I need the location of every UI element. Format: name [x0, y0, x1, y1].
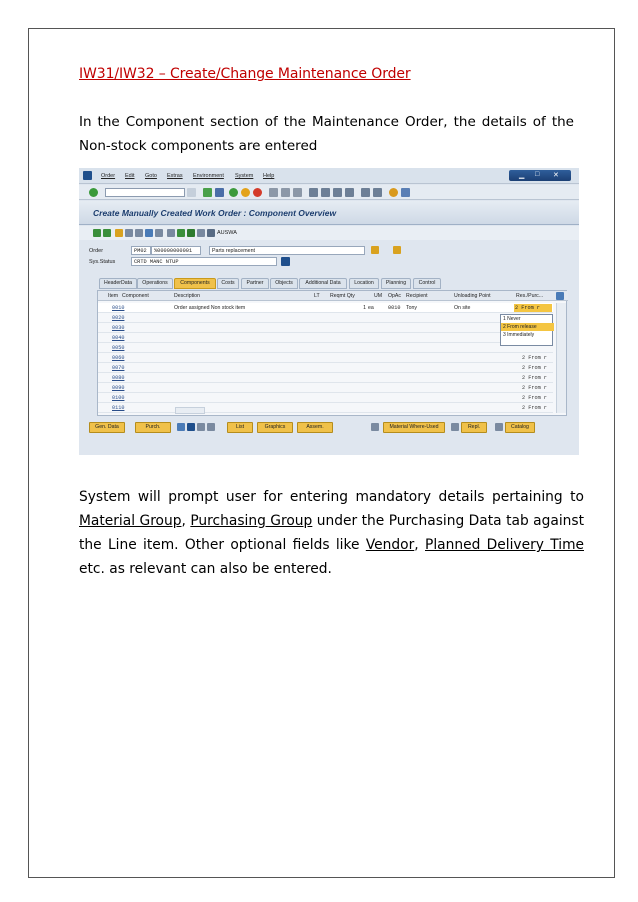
info-icon[interactable] — [187, 423, 195, 431]
maximize-icon[interactable]: □ — [535, 171, 540, 178]
table-row[interactable]: 0060 2 From r — [98, 353, 553, 363]
layout-icon[interactable] — [401, 188, 410, 197]
component-icon[interactable] — [177, 423, 185, 431]
tab-planning[interactable]: Planning — [381, 278, 411, 289]
sap-standard-toolbar — [79, 185, 579, 200]
tab-partner[interactable]: Partner — [241, 278, 269, 289]
document-title: IW31/IW32 – Create/Change Maintenance Order — [79, 66, 411, 82]
graphics-button[interactable]: Graphics — [257, 422, 293, 433]
table-row[interactable]: 0040 — [98, 333, 553, 343]
status-field: CRTD MANC NTUP — [131, 257, 277, 266]
bottom-toolbar — [89, 422, 569, 433]
status-label: Sys.Status — [89, 259, 116, 265]
where-used-icon[interactable] — [371, 423, 379, 431]
calc-icon[interactable] — [167, 229, 175, 237]
order-type-icon[interactable] — [393, 246, 401, 254]
table-settings-icon[interactable] — [556, 292, 564, 300]
check-icon[interactable] — [177, 229, 185, 237]
col-res-purc[interactable]: Res./Purc... — [516, 293, 544, 299]
first-page-icon[interactable] — [309, 188, 318, 197]
tab-objects[interactable]: Objects — [270, 278, 298, 289]
link-material-group: Material Group — [79, 513, 182, 529]
command-field[interactable] — [105, 188, 185, 197]
replace-icon[interactable] — [451, 423, 459, 431]
tab-additional-data[interactable]: Additional Data — [299, 278, 347, 289]
horizontal-scrollbar[interactable] — [175, 407, 205, 414]
cancel-icon[interactable] — [253, 188, 262, 197]
menu-edit[interactable]: Edit — [125, 173, 135, 179]
find-icon[interactable] — [281, 188, 290, 197]
material-where-used-button[interactable]: Material Where-Used — [383, 422, 445, 433]
link-purchasing-group: Purchasing Group — [190, 513, 313, 529]
col-opac[interactable]: OpAc — [388, 293, 401, 299]
table-row[interactable]: 0020 — [98, 313, 553, 323]
catalog-icon[interactable] — [495, 423, 503, 431]
sap-screenshot — [79, 168, 579, 455]
table-row[interactable]: 0080 2 From r — [98, 373, 553, 383]
tab-costs[interactable]: Costs — [217, 278, 239, 289]
order-type-field[interactable]: PM02 — [131, 246, 151, 255]
components-table — [97, 290, 567, 416]
flag-icon[interactable] — [93, 229, 101, 237]
dropdown-option-immediately[interactable]: 3 Immediately — [503, 332, 535, 338]
transfer-icon[interactable] — [207, 423, 215, 431]
save-icon[interactable] — [215, 188, 224, 197]
intro-paragraph: In the Component section of the Maintenance Order, the details of the Non-stock components are entered — [79, 114, 574, 154]
table-row[interactable]: 0070 2 From r — [98, 363, 553, 373]
tab-components[interactable]: Components — [174, 278, 216, 289]
tab-headerdata[interactable]: HeaderData — [99, 278, 137, 289]
tab-control[interactable]: Control — [413, 278, 441, 289]
status-info-icon[interactable] — [281, 257, 290, 266]
table-row[interactable]: 0010 Order assigned Non stock item 1 ea 0010 Tony On site 2 From r — [98, 303, 553, 313]
menu-extras[interactable]: Extras — [167, 173, 183, 179]
table-row[interactable]: 0100 2 From r — [98, 393, 553, 403]
dropdown-option-never[interactable]: 1 Never — [503, 316, 521, 322]
table-row[interactable]: 0090 2 From r — [98, 383, 553, 393]
order-text-field[interactable]: Parts replacement — [209, 246, 365, 255]
list-button[interactable]: List — [227, 422, 253, 433]
auswa-label[interactable]: AUSWA — [217, 230, 237, 236]
col-um[interactable]: UM — [374, 293, 383, 299]
details-paragraph: System will prompt user for entering mandatory details pertaining to Material Group, Purchasing Group under the Purchasing Data tab against the Line item. Other optional fields like Vendor, Planned Delivery Time etc. as relevant can also be entered. — [79, 489, 584, 577]
col-description[interactable]: Description — [174, 293, 200, 299]
order-number-field[interactable]: %00000000001 — [151, 246, 201, 255]
long-text-icon[interactable] — [371, 246, 379, 254]
purch-button[interactable]: Purch. — [135, 422, 171, 433]
table-row[interactable]: 0110 2 From r — [98, 403, 553, 413]
procurement-dropdown[interactable] — [500, 314, 553, 346]
sap-title-bar — [79, 201, 579, 225]
back-icon[interactable] — [203, 188, 212, 197]
print-order-icon[interactable] — [197, 229, 205, 237]
col-reqmt-qty[interactable]: Reqmt Qty — [330, 293, 355, 299]
flag-edit-icon[interactable] — [103, 229, 111, 237]
table-row[interactable]: 0030 — [98, 323, 553, 333]
application-toolbar — [79, 226, 579, 240]
dropdown-option-from-release[interactable]: 2 From release — [501, 323, 554, 331]
minimize-icon[interactable]: ▁ — [519, 172, 525, 179]
exit-icon[interactable] — [241, 188, 250, 197]
filter-icon[interactable] — [155, 229, 163, 237]
col-component[interactable]: Component — [122, 293, 149, 299]
link-planned-delivery-time: Planned Delivery Time — [425, 537, 584, 553]
find-next-icon[interactable] — [293, 188, 302, 197]
next-page-icon[interactable] — [333, 188, 342, 197]
last-page-icon[interactable] — [345, 188, 354, 197]
new-session-icon[interactable] — [361, 188, 370, 197]
sap-menu-bar — [79, 168, 579, 184]
pin-icon[interactable] — [115, 229, 123, 237]
order-label: Order — [89, 248, 104, 254]
assem-button[interactable]: Assem. — [297, 422, 333, 433]
vertical-scrollbar[interactable] — [556, 303, 566, 413]
link-vendor: Vendor — [365, 537, 415, 553]
col-lt[interactable]: LT — [314, 293, 320, 299]
enter-icon[interactable] — [89, 188, 98, 197]
repl-button[interactable]: Repl. — [461, 422, 487, 433]
menu-environment[interactable]: Environment — [193, 173, 224, 179]
tab-location[interactable]: Location — [349, 278, 379, 289]
gen-data-button[interactable]: Gen. Data — [89, 422, 125, 433]
release-icon[interactable] — [187, 229, 195, 237]
doc-icon[interactable] — [125, 229, 133, 237]
close-icon[interactable]: ✕ — [553, 172, 559, 179]
col-unloading-point[interactable]: Unloading Point — [454, 293, 491, 299]
col-item[interactable]: Item — [108, 293, 119, 299]
window-controls — [509, 170, 571, 181]
shortcut-icon[interactable] — [373, 188, 382, 197]
help-icon[interactable] — [389, 188, 398, 197]
dropdown-icon[interactable] — [187, 188, 196, 197]
menu-goto[interactable]: Goto — [145, 173, 157, 179]
sheet-icon[interactable] — [145, 229, 153, 237]
auswa-icon[interactable] — [207, 229, 215, 237]
tab-operations[interactable]: Operations — [137, 278, 173, 289]
screen-title: Create Manually Created Work Order : Component Overview — [93, 208, 337, 218]
menu-help[interactable]: Help — [263, 173, 275, 179]
col-recipient[interactable]: Recipient — [406, 293, 428, 299]
catalog-button[interactable]: Catalog — [505, 422, 535, 433]
prev-page-icon[interactable] — [321, 188, 330, 197]
menu-system[interactable]: System — [235, 173, 254, 179]
print-icon[interactable] — [269, 188, 278, 197]
back-nav-icon[interactable] — [229, 188, 238, 197]
list-icon[interactable] — [135, 229, 143, 237]
table-icon[interactable] — [197, 423, 205, 431]
sap-logo-icon — [83, 171, 92, 180]
menu-order[interactable]: Order — [101, 173, 116, 179]
table-row[interactable]: 0050 — [98, 343, 553, 353]
